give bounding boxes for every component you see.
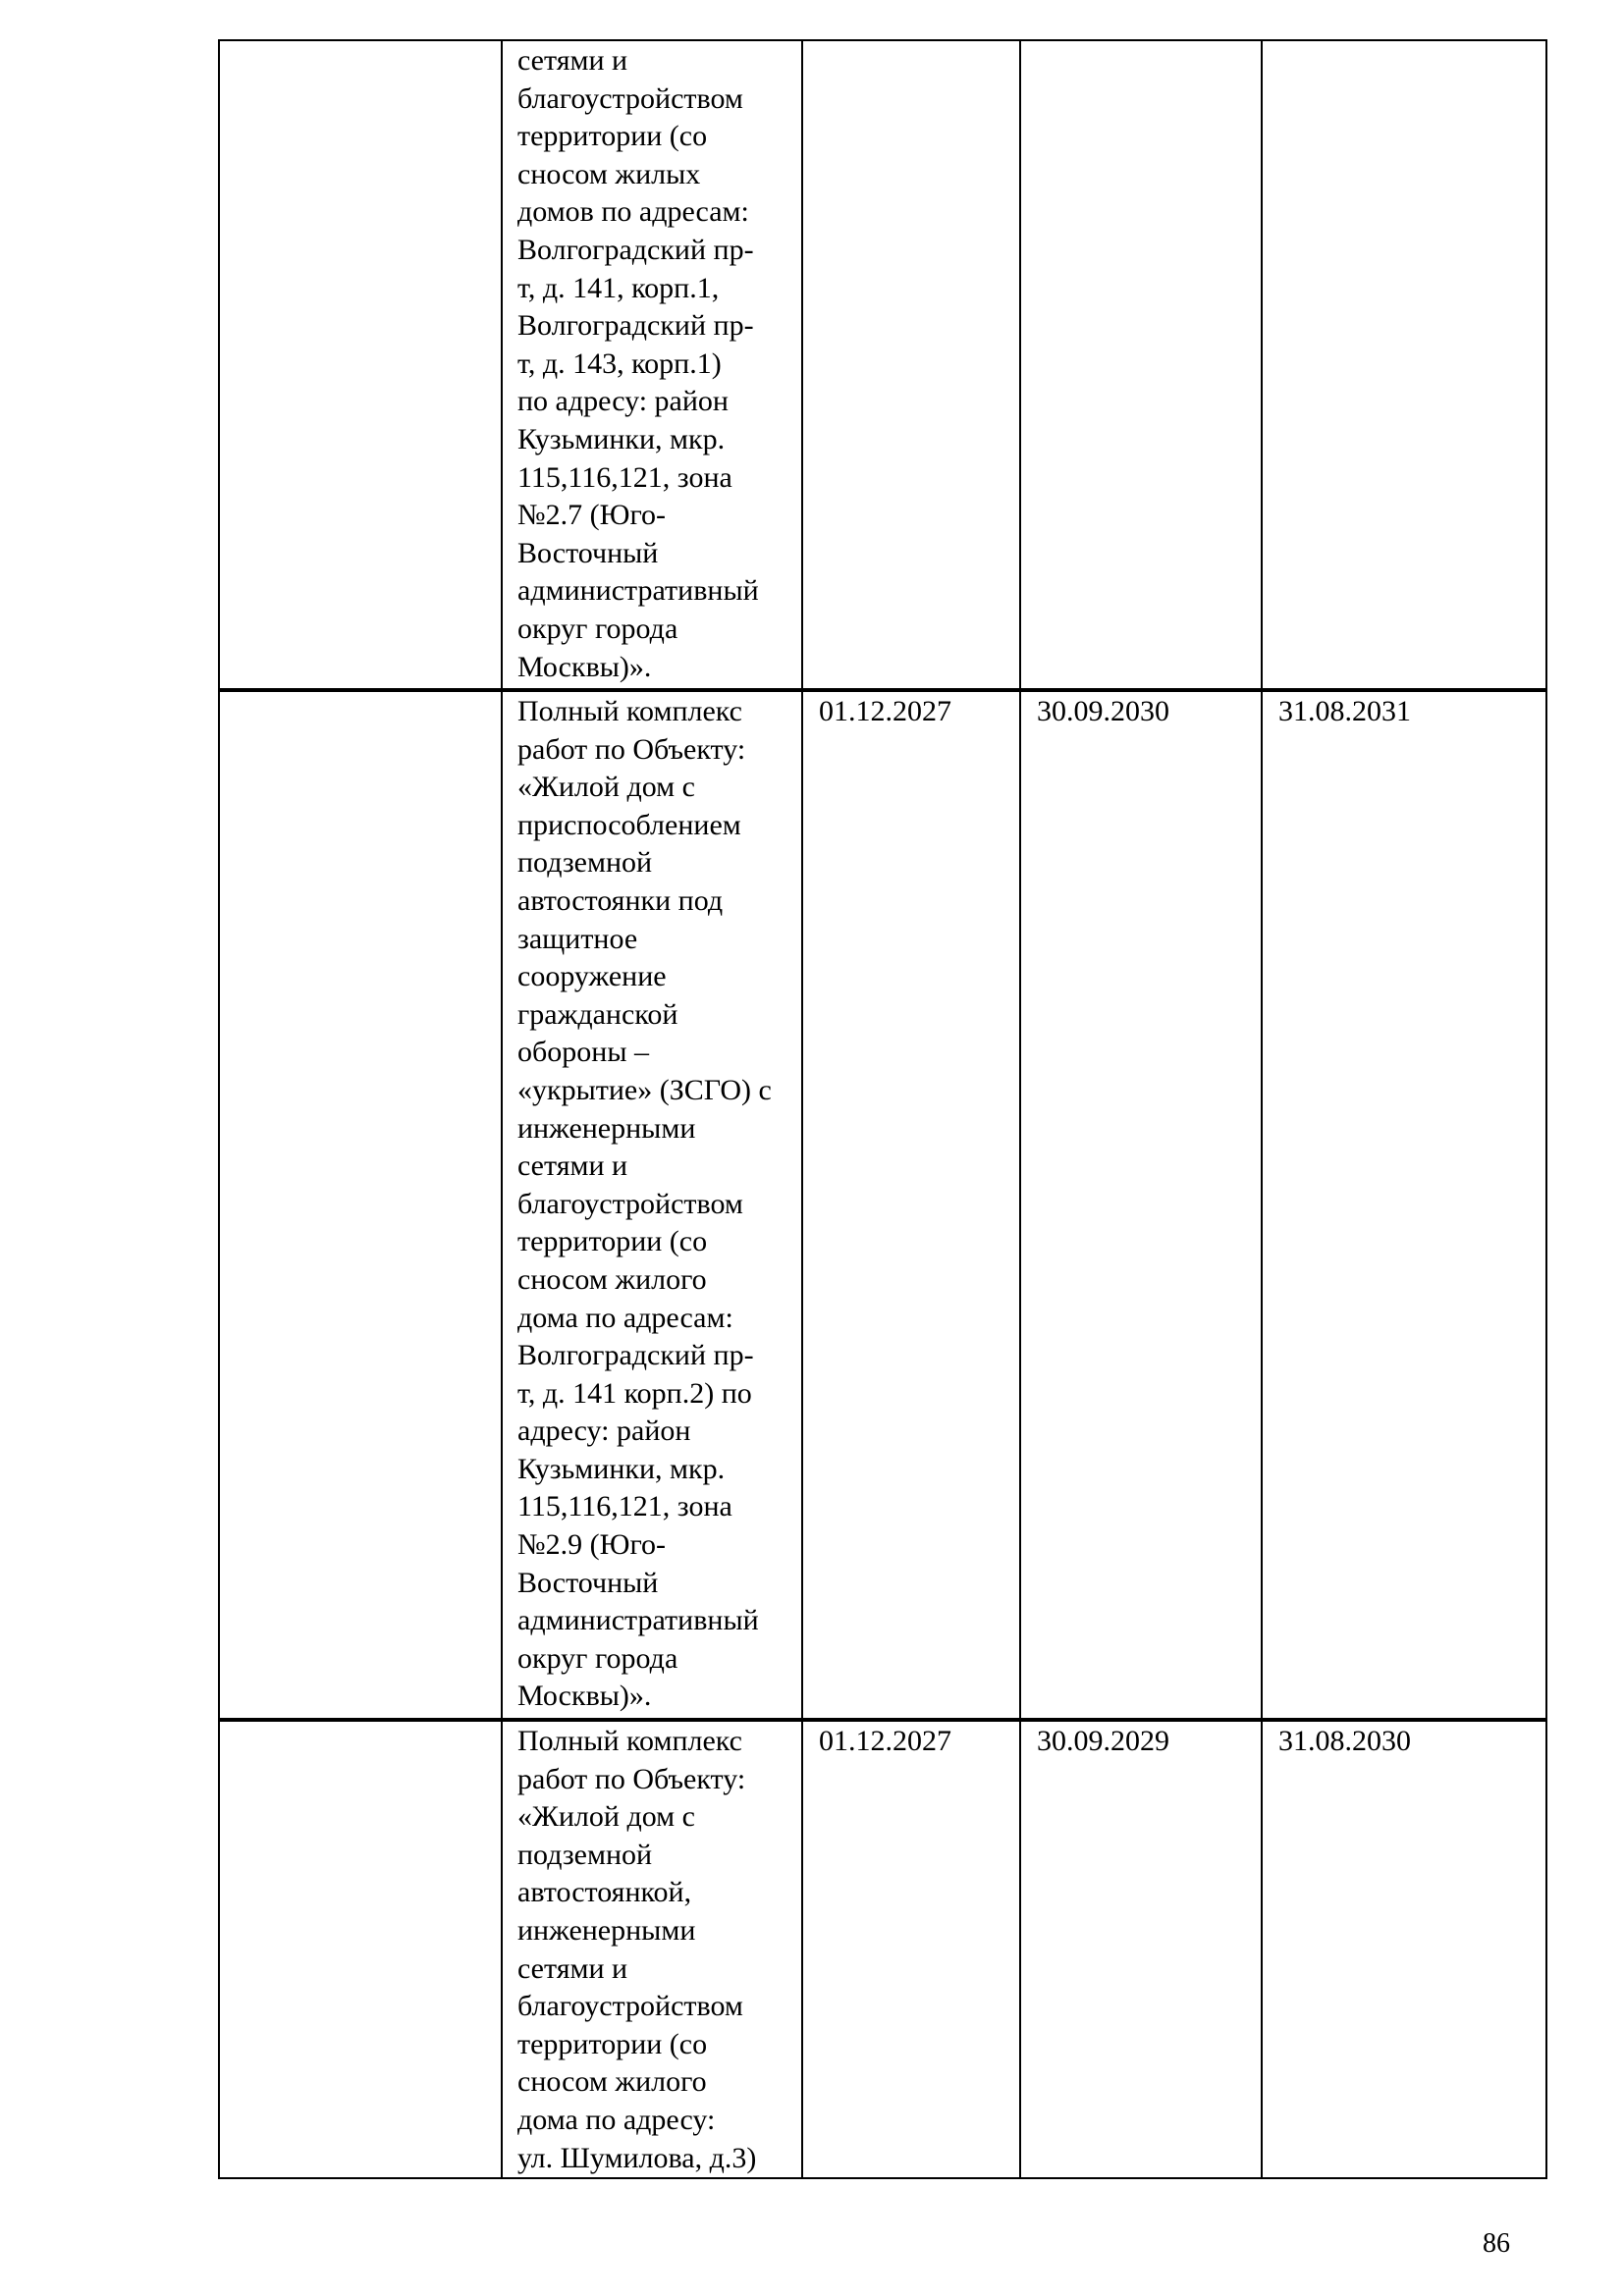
start-date-cell xyxy=(802,40,1020,690)
works-schedule-table xyxy=(218,39,1547,2179)
completion-date: 30.09.2030 xyxy=(1037,695,1169,727)
final-date: 31.08.2030 xyxy=(1278,1725,1411,1757)
completion-date xyxy=(1021,41,1261,42)
empty-cell xyxy=(219,690,502,1720)
start-date-cell xyxy=(802,1720,1020,2178)
start-date xyxy=(803,41,1019,42)
start-date-cell xyxy=(802,690,1020,1720)
table-row xyxy=(219,690,1546,1720)
empty-cell xyxy=(219,40,502,690)
work-description: Полный комплекс работ по Объекту: «Жилой дом с подземной автостоянкой, инженерными сетями и благоустройством территории (со сносом жилого дома по адресу: ул. Шумилова, д.3) xyxy=(517,1725,757,2174)
work-description: сетями и благоустройством территории (со сносом жилых домов по адресам: Волгоградский пр- т, д. 141, корп.1, Волгоградский пр- т, д. 143, корп.1) по адресу: район Кузьминки, мкр. 115,116,121, зона №2.7 (Юго- Восточный административный округ города Москвы)». xyxy=(517,44,759,683)
final-date: 31.08.2031 xyxy=(1278,695,1411,727)
work-description-cell xyxy=(502,1720,802,2178)
empty-cell xyxy=(219,1720,502,2178)
completion-date-cell xyxy=(1020,690,1262,1720)
final-date-cell xyxy=(1262,690,1546,1720)
start-date: 01.12.2027 xyxy=(819,695,951,727)
completion-date-cell xyxy=(1020,40,1262,690)
table-row xyxy=(219,40,1546,690)
final-date-cell xyxy=(1262,40,1546,690)
work-description: Полный комплекс работ по Объекту: «Жилой дом с приспособлением подземной автостоянки под защитное сооружение гражданской обороны – «укрытие» (ЗСГО) с инженерными сетями и благоустройством территории (со сносом жилого дома по адресам: Волгоградский пр- т, д. 141 корп.2) по адресу: район Кузьминки, мкр. 115,116,121, зона №2.9 (Юго- Восточный административный округ города Москвы)». xyxy=(517,695,772,1713)
start-date: 01.12.2027 xyxy=(819,1725,951,1757)
final-date xyxy=(1263,41,1545,42)
final-date-cell xyxy=(1262,1720,1546,2178)
work-description-cell xyxy=(502,690,802,1720)
page-number: 86 xyxy=(1483,2228,1510,2259)
completion-date-cell xyxy=(1020,1720,1262,2178)
table-row xyxy=(219,1720,1546,2178)
completion-date: 30.09.2029 xyxy=(1037,1725,1169,1757)
work-description-cell xyxy=(502,40,802,690)
